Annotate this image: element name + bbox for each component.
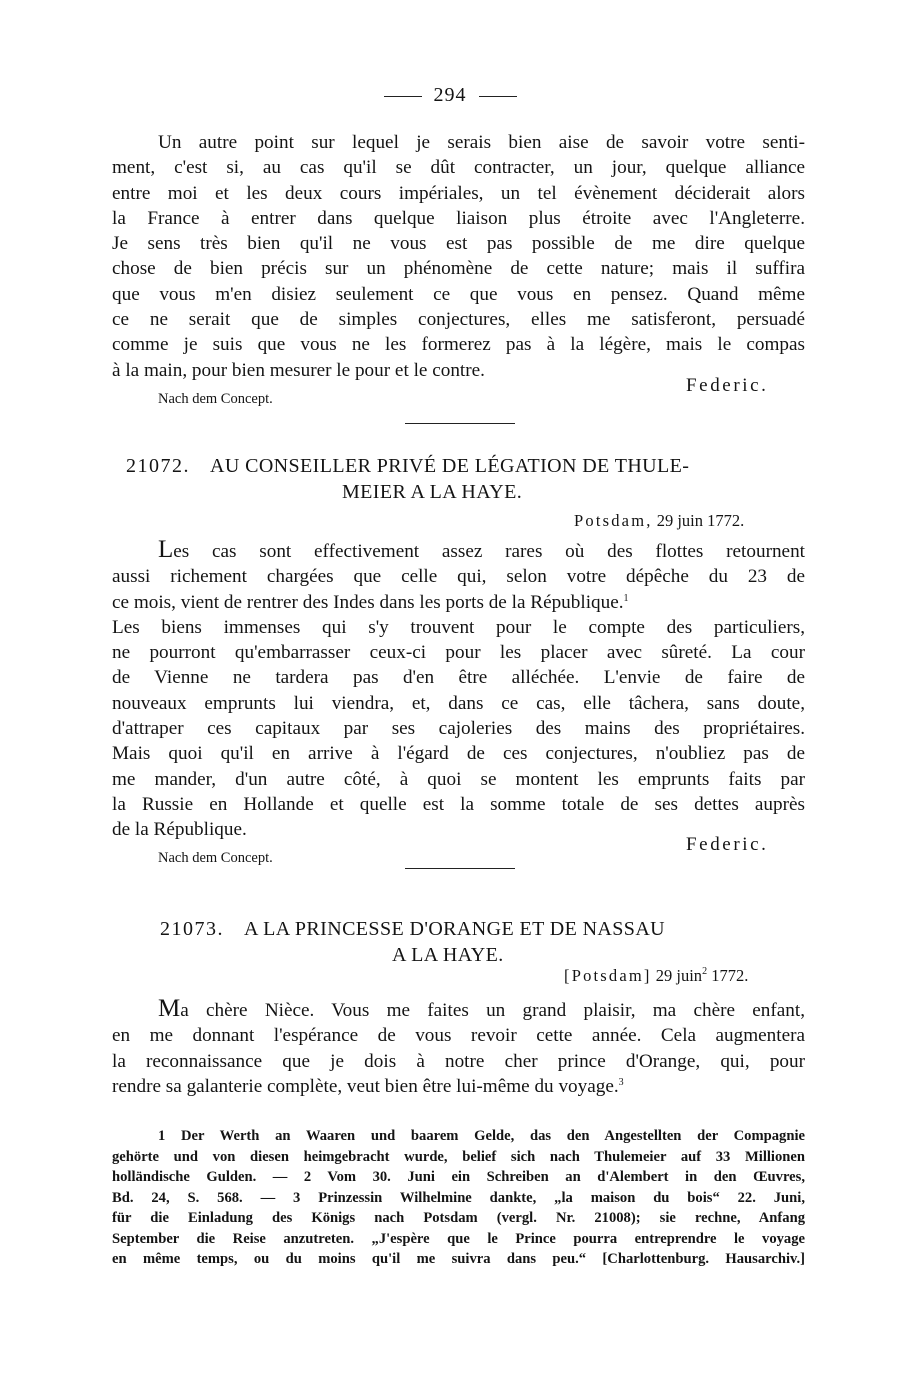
text-line: es cas sont effectivement assez rares où des flottes retournent bbox=[173, 541, 805, 562]
signature: Federic. bbox=[686, 834, 769, 855]
signature: Federic. bbox=[686, 375, 769, 396]
header-dash-left bbox=[384, 96, 422, 97]
page-header bbox=[0, 84, 900, 107]
letter-21071-body bbox=[112, 130, 805, 383]
text-line: Les biens immenses qui s'y trouvent pour le compte des particuliers, bbox=[112, 616, 805, 638]
text-line: la Russie en Hollande et quelle est la somme totale de ses dettes auprès bbox=[112, 793, 805, 815]
text-line: rendre sa galanterie complète, veut bien être lui-même du voyage. bbox=[112, 1075, 619, 1097]
letter-addressee-cont: A LA HAYE. bbox=[392, 944, 504, 966]
text-line: que vous m'en disiez seulement ce que vous en pensez. Quand même bbox=[112, 283, 805, 305]
text-line: me mander, d'un autre côté, à quoi se montent les emprunts faits par bbox=[112, 768, 805, 790]
source-note: Nach dem Concept. bbox=[158, 850, 273, 866]
text-line: a chère Nièce. Vous me faites un grand plaisir, ma chère enfant, bbox=[180, 1000, 805, 1021]
footnotes bbox=[112, 1126, 805, 1270]
text-line: ne pourront qu'embarrasser ceux-ci pour les placer avec sûreté. La cour bbox=[112, 642, 805, 664]
text-line: la reconnaissance que je dois à notre cher prince d'Orange, qui, pour bbox=[112, 1050, 805, 1072]
footnote-line: en même temps, ou du moins qu'il me suivra dans peu.“ [Charlottenburg. Hausarchiv.] bbox=[112, 1251, 805, 1267]
letter-number: 21072. bbox=[126, 455, 190, 477]
date-place: Potsdam, bbox=[574, 511, 653, 530]
footnote-line: gehörte und von diesen heimgebracht wurde, belief sich nach Thulemeier auf 33 Millionen bbox=[112, 1148, 805, 1165]
letter-date bbox=[574, 511, 744, 531]
letter-number: 21073. bbox=[160, 918, 224, 940]
page-number: 294 bbox=[433, 84, 467, 106]
text-line: Mais quoi qu'il en arrive à l'égard de ces conjectures, n'oubliez pas de bbox=[112, 743, 805, 765]
footnote-line: holländische Gulden. — 2 Vom 30. Juni ein Schreiben an d'Alembert in den Œuvres, bbox=[112, 1169, 805, 1185]
section-divider bbox=[405, 868, 515, 869]
letter-addressee: A LA PRINCESSE D'ORANGE ET DE NASSAU bbox=[244, 918, 666, 940]
text-line: chose de bien précis sur un phénomène de cette nature; mais il suffira bbox=[112, 258, 805, 280]
text-line: ce mois, vient de rentrer des Indes dans les ports de la République. bbox=[112, 591, 624, 613]
text-line: nouveaux emprunts lui viendra, et, dans ce cas, elle tâchera, sans doute, bbox=[112, 692, 805, 714]
drop-initial: L bbox=[158, 536, 174, 563]
letter-21072-heading bbox=[112, 453, 805, 505]
footnote-marker: 3 bbox=[618, 1076, 624, 1088]
text-line: entre moi et les deux cours impériales, un tel évènement déciderait alors bbox=[112, 182, 805, 204]
footnote-line: September die Reise anzutreten. „J'espère que le Prince pourra entreprendre le voyage bbox=[112, 1230, 805, 1247]
letter-21072-body bbox=[112, 536, 805, 843]
text-line: la France à entrer dans quelque liaison plus étroite avec l'Angleterre. bbox=[112, 207, 805, 229]
text-line: d'attraper ces capitaux par ses cajoleries des mains des propriétaires. bbox=[112, 718, 805, 740]
text-line: de Vienne ne tardera pas d'en être alléchée. L'envie de faire de bbox=[112, 667, 805, 689]
letter-addressee: AU CONSEILLER PRIVÉ DE LÉGATION DE THULE- bbox=[210, 455, 690, 477]
date-year: 1772. bbox=[711, 966, 749, 985]
footnote-line: Bd. 24, S. 568. — 3 Prinzessin Wilhelmine dankte, „la maison du bois“ 22. Juni, bbox=[112, 1189, 805, 1206]
text-line: ment, c'est si, au cas qu'il se dût contracter, un jour, quelque alliance bbox=[112, 157, 805, 179]
letter-date bbox=[564, 966, 748, 986]
header-dash-right bbox=[479, 96, 517, 97]
text-line: à la main, pour bien mesurer le pour et le contre. bbox=[112, 359, 485, 381]
footnote-marker: 1 bbox=[623, 592, 629, 604]
letter-21073-body bbox=[112, 995, 805, 1099]
date-day: 29 juin bbox=[655, 966, 703, 985]
footnote-marker: 2 bbox=[702, 966, 708, 977]
drop-initial: M bbox=[158, 995, 181, 1022]
text-line: Je sens très bien qu'il ne vous est pas possible de me dire quelque bbox=[112, 233, 805, 255]
text-line: comme je suis que vous ne les formerez pas à la légère, mais le compas bbox=[112, 334, 805, 356]
date-place: [Potsdam] bbox=[564, 966, 652, 985]
letter-21073-heading bbox=[112, 916, 805, 968]
text-line: aussi richement chargées que celle qui, selon votre dépêche du 23 de bbox=[112, 566, 805, 588]
footnote-line: für die Einladung des Königs nach Potsdam (vergl. Nr. 21008); sie rechne, Anfang bbox=[112, 1210, 805, 1226]
text-line: Un autre point sur lequel je serais bien aise de savoir votre senti- bbox=[158, 132, 805, 153]
footnote-line: 1 Der Werth an Waaren und baarem Gelde, das den Angestellten der Compagnie bbox=[158, 1128, 805, 1144]
text-line: en me donnant l'espérance de vous revoir cette année. Cela augmentera bbox=[112, 1025, 805, 1047]
source-note: Nach dem Concept. bbox=[158, 391, 273, 407]
letter-addressee-cont: MEIER A LA HAYE. bbox=[342, 481, 523, 503]
text-line: de la République. bbox=[112, 819, 247, 841]
section-divider bbox=[405, 423, 515, 424]
text-line: ce ne serait que de simples conjectures, elles me satisferont, persuadé bbox=[112, 309, 805, 331]
date-day: 29 juin 1772. bbox=[656, 511, 745, 530]
